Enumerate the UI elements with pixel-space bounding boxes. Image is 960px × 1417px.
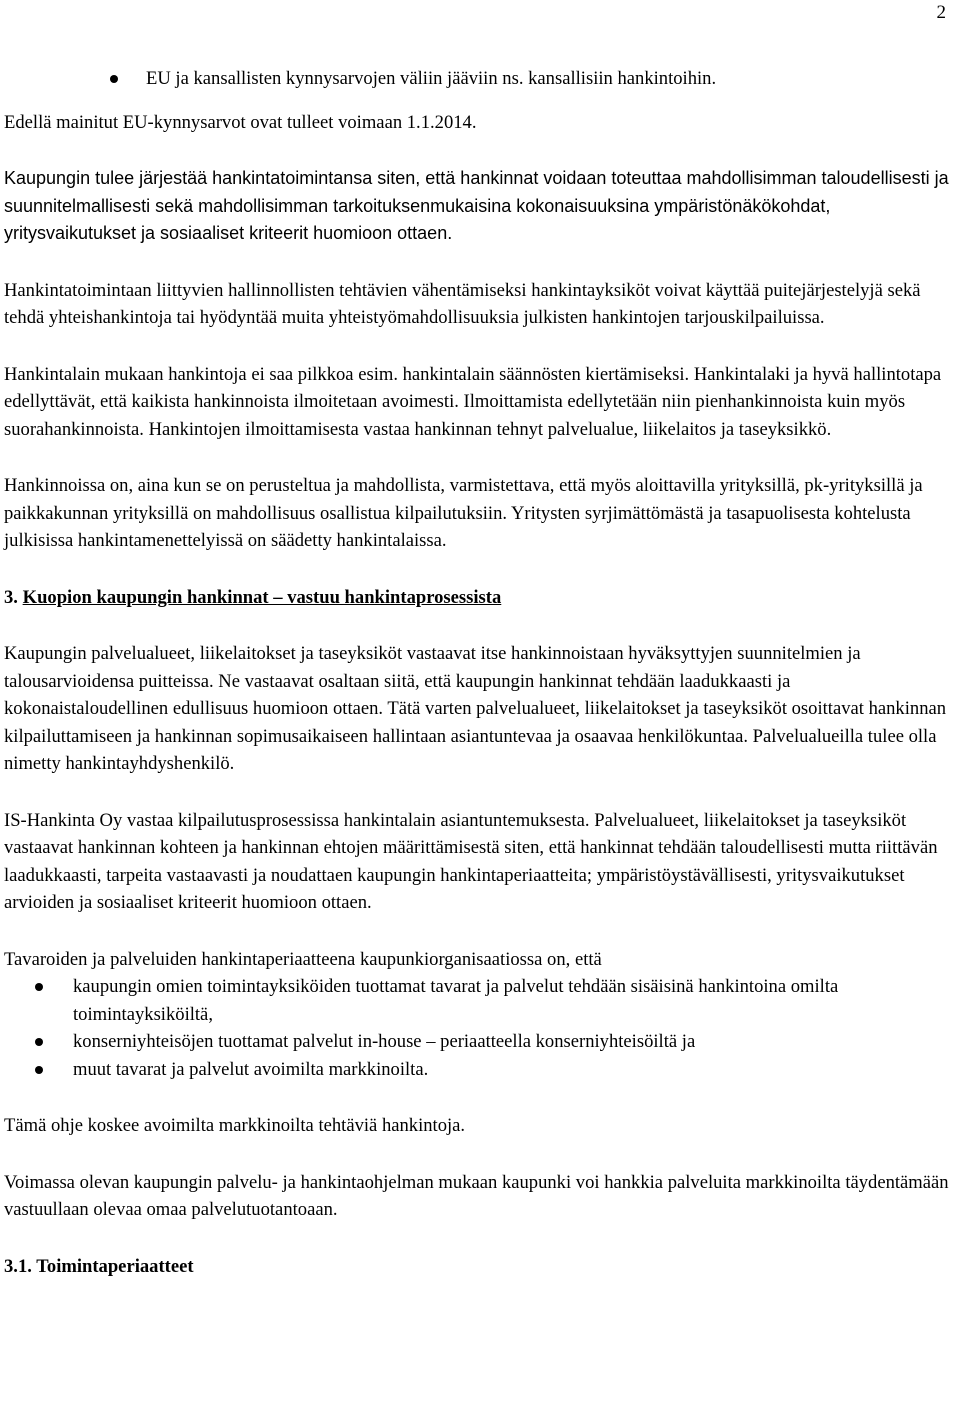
bullet-icon (35, 983, 43, 991)
bullet-icon (35, 1066, 43, 1074)
paragraph-splitting: Hankintalain mukaan hankintoja ei saa pilkkoa esim. hankintalain säännösten kiertämiseksi. Hankintalaki ja hyvä hallintotapa edellyttävät, että kaikista hankinnoista ilmoitetaan avoimesti. Ilmoittamista edellytetään niin pienhankinnoista kuin myös suorahankinnoista. Hankintojen ilmoittamisesta vastaa hankinnan tehnyt palvelualue, liikelaitos ja taseyksikkö. (4, 363, 942, 440)
paragraph-city-obligation: Kaupungin tulee järjestää hankintatoimintansa siten, että hankinnat voidaan toteuttaa mahdollisimman taloudellisesti ja suunnitelmallisesti sekä mahdollisimman tarkoituksenmukaisina kokonaisuuksina ympäristönäkökohdat, yritysvaikutukset ja sosiaaliset kriteerit huomioon ottaen. (4, 168, 949, 243)
bullet-icon (110, 75, 118, 83)
list-item (4, 65, 954, 93)
paragraph-scope: Tämä ohje koskee avoimilta markkinoilta tehtäviä hankintoja. (4, 1115, 466, 1136)
page-number: 2 (936, 2, 946, 23)
list-item-text: konserniyhteisöjen tuottamat palvelut in-house – periaatteella konserniyhteisöiltä ja (73, 1031, 696, 1052)
section-title: Kuopion kaupungin hankinnat – vastuu hankintaprosessista (22, 586, 502, 608)
paragraph-eu-thresholds: Edellä mainitut EU-kynnysarvot ovat tulleet voimaan 1.1.2014. (4, 111, 477, 133)
document-body (4, 65, 954, 1280)
paragraph-responsibility: Kaupungin palvelualueet, liikelaitokset ja taseyksiköt vastaavat itse hankinnoistaan hyväksyttyjen suunnitelmien ja talousarvioidensa puitteissa. Ne vastaavat osaltaan siitä, että kaupungin hankinnat tehdään laadukkaasti ja kokonaistaloudellinen edullisuus huomioon ottaen. Tätä varten palvelualueet, liikelaitokset ja taseyksiköt osoittavat hankinnan kilpailuttamiseen ja hankinnan sopimusaikaiseen hallintaan asiantuntevaa ja osaavaa henkilökuntaa. Palvelualueilla tulee olla nimetty hankintayhdyshenkilö. (4, 643, 947, 774)
list-item-text: EU ja kansallisten kynnysarvojen väliin jääviin ns. kansallisiin hankintoihin. (146, 68, 717, 89)
paragraph-complement: Voimassa olevan kaupungin palvelu- ja hankintaohjelman mukaan kaupunki voi hankkia palveluita markkinoilta täydentämään vastuullaan olevaa omaa palvelutuotantoaan. (4, 1171, 949, 1220)
paragraph-is-hankinta: IS-Hankinta Oy vastaa kilpailutusprosessissa hankintalain asiantuntemuksesta. Palvelualueet, liikelaitokset ja taseyksiköt vastaavat hankinnan kohteen ja hankinnan ehtojen määrittämisestä siten, että hankinnat tehdään taloudellisesti mutta riittävän laadukkaasti, tarpeita vastaavasti ja noudattaen kaupungin hankintaperiaatteita; ympäristöystävällisesti, yritysvaikutukset arvioiden ja sosiaaliset kriteerit huomioon ottaen. (4, 809, 938, 913)
paragraph-admin-reduction: Hankintatoimintaan liittyvien hallinnollisten tehtävien vähentämiseksi hankintayksiköt voivat käyttää puitejärjestelyjä sekä tehdä yhteishankintoja tai hyödyntää muita yhteistyömahdollisuuksia julkisten hankintojen tarjouskilpailuissa. (4, 279, 921, 328)
list-item (4, 1056, 954, 1084)
paragraph-principle-intro: Tavaroiden ja palveluiden hankintaperiaatteena kaupunkiorganisaatiossa on, että (4, 948, 602, 970)
list-item (4, 1028, 954, 1056)
section-number: 3. (4, 586, 18, 608)
list-item-text: kaupungin omien toimintayksiköiden tuottamat tavarat ja palvelut tehdään sisäisinä hankintoina omilta toimintayksiköiltä, (73, 976, 839, 1025)
list-item (4, 973, 954, 1028)
principles-list (4, 973, 954, 1083)
section-number: 3.1. (4, 1255, 32, 1277)
section-heading-3 (4, 584, 954, 612)
section-title: Toimintaperiaatteet (36, 1255, 194, 1277)
section-heading-3-1 (4, 1253, 954, 1281)
paragraph-sme-participation: Hankinnoissa on, aina kun se on perusteltua ja mahdollista, varmistettava, että myös aloittavilla yrityksillä, pk-yrityksillä ja paikkakunnan yrityksillä on mahdollisuus osallistua kilpailutuksiin. Yritysten syrjimättömästä ja tasapuolisesta kohtelusta julkisissa hankintamenettelyissä on säädetty hankintalaissa. (4, 475, 923, 551)
bullet-icon (35, 1038, 43, 1046)
list-item-text: muut tavarat ja palvelut avoimilta markkinoilta. (73, 1058, 429, 1080)
